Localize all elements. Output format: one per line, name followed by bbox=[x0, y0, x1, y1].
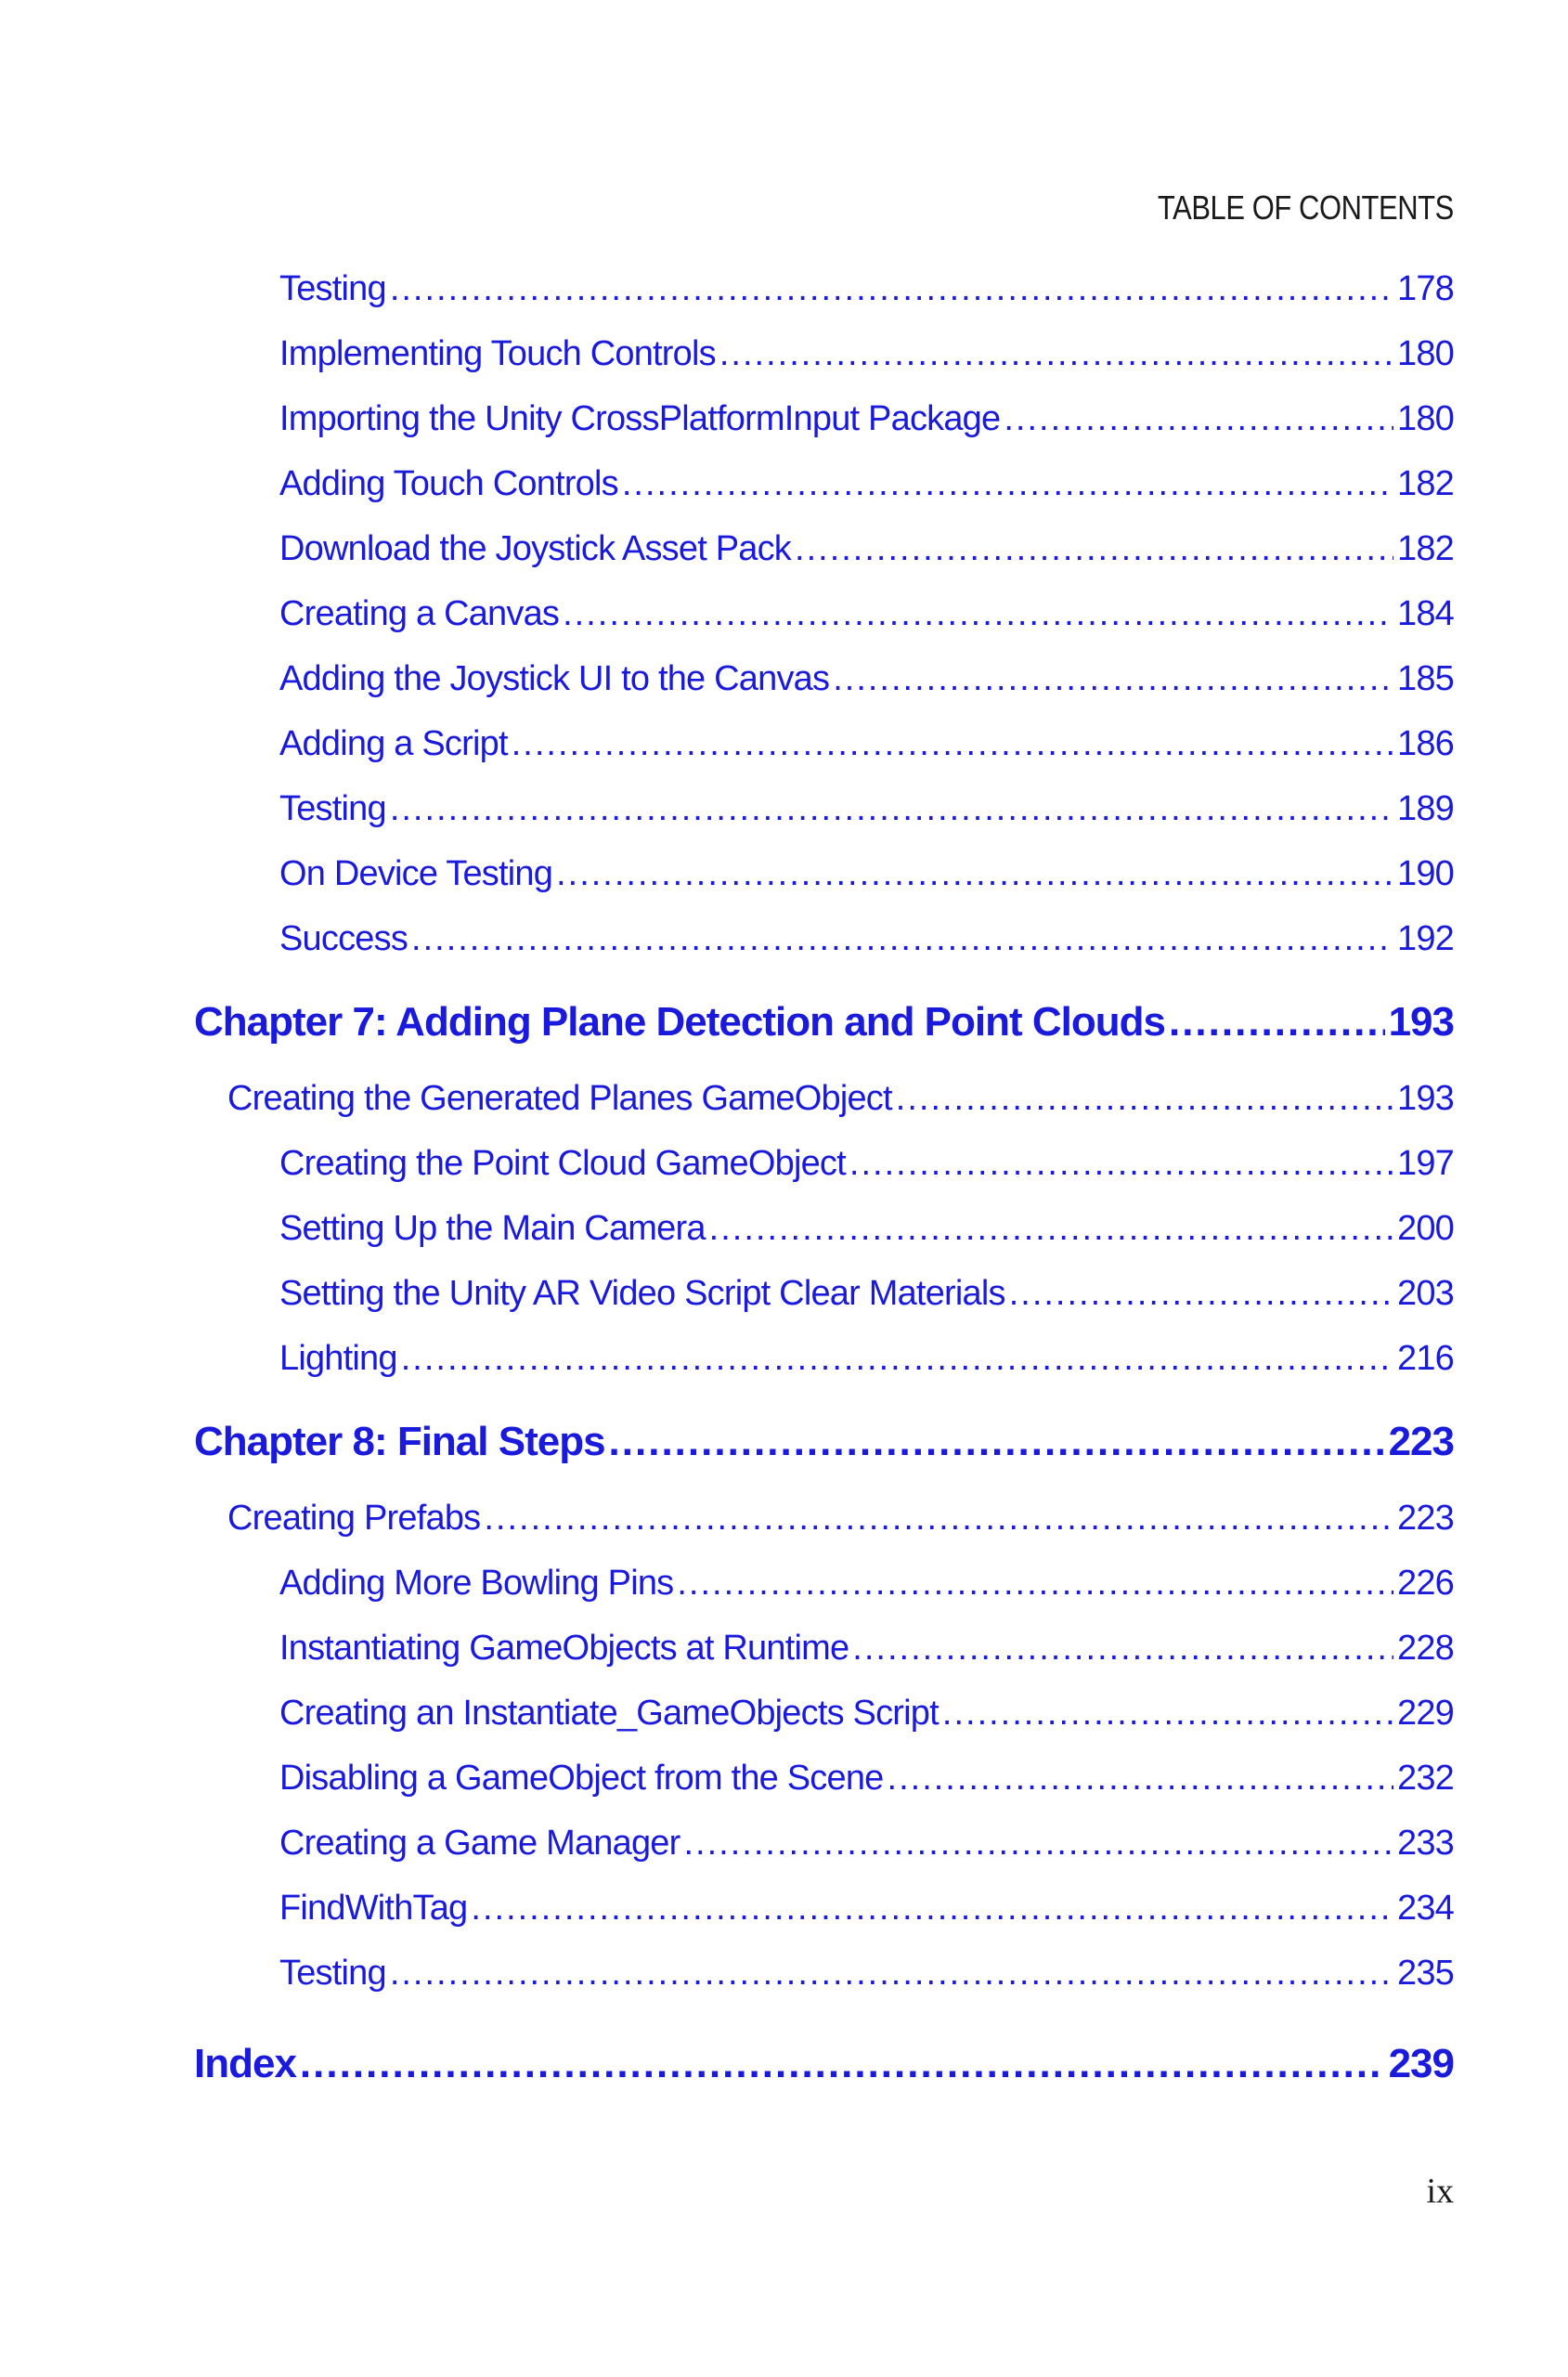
toc-entry-title: Testing bbox=[279, 269, 386, 308]
toc-section-entry[interactable] bbox=[279, 1274, 1454, 1326]
toc-entry-title: Lighting bbox=[279, 1339, 397, 1378]
toc-entry-title: Setting Up the Main Camera bbox=[279, 1209, 706, 1248]
running-head: TABLE OF CONTENTS bbox=[1158, 188, 1454, 227]
toc-chapter-entry[interactable] bbox=[194, 999, 1454, 1059]
toc-section-entry[interactable] bbox=[279, 1339, 1454, 1391]
dot-leader bbox=[1169, 999, 1385, 1046]
dot-leader bbox=[390, 789, 1393, 829]
toc-entry-page: 190 bbox=[1396, 854, 1454, 893]
toc-entry-title: Creating a Game Manager bbox=[279, 1824, 680, 1863]
toc-section-entry[interactable] bbox=[279, 399, 1454, 451]
toc-entry-page: 185 bbox=[1396, 659, 1454, 698]
toc-entry-title: Chapter 8: Final Steps bbox=[194, 1419, 605, 1464]
dot-leader bbox=[390, 1954, 1393, 1994]
toc-entry-page: 235 bbox=[1396, 1954, 1454, 1993]
toc-entry-title: Setting the Unity AR Video Script Clear Materials bbox=[279, 1274, 1005, 1313]
toc-entry-page: 233 bbox=[1396, 1824, 1454, 1863]
toc-entry-page: 216 bbox=[1396, 1339, 1454, 1378]
toc-entry-page: 232 bbox=[1396, 1759, 1454, 1798]
toc-entry-page: 229 bbox=[1396, 1694, 1454, 1733]
toc-entry-page: 184 bbox=[1396, 594, 1454, 633]
dot-leader bbox=[484, 1499, 1393, 1539]
toc-entry-title: Disabling a GameObject from the Scene bbox=[279, 1759, 884, 1798]
dot-leader bbox=[942, 1694, 1393, 1734]
toc-section-entry[interactable] bbox=[279, 724, 1454, 776]
dot-leader bbox=[609, 1419, 1385, 1465]
toc-entry-page: 203 bbox=[1396, 1274, 1454, 1313]
toc-entry-title: Creating Prefabs bbox=[227, 1499, 481, 1538]
toc-entry-title: Importing the Unity CrossPlatformInput Package bbox=[279, 399, 1001, 438]
dot-leader bbox=[390, 269, 1393, 309]
toc-entry-title: Creating a Canvas bbox=[279, 594, 560, 633]
toc-entry-title: Instantiating GameObjects at Runtime bbox=[279, 1629, 849, 1668]
toc-entry-page: 192 bbox=[1396, 919, 1454, 958]
dot-leader bbox=[684, 1824, 1393, 1864]
toc-section-entry[interactable] bbox=[279, 659, 1454, 711]
toc-section-entry[interactable] bbox=[279, 464, 1454, 516]
dot-leader bbox=[795, 529, 1393, 569]
toc-entry-title: On Device Testing bbox=[279, 854, 553, 893]
toc-entry-title: Adding More Bowling Pins bbox=[279, 1564, 674, 1603]
dot-leader bbox=[677, 1564, 1393, 1604]
toc-entry-title: Adding the Joystick UI to the Canvas bbox=[279, 659, 830, 698]
toc-section-entry[interactable] bbox=[279, 1954, 1454, 2006]
toc-section-entry[interactable] bbox=[279, 529, 1454, 581]
toc-entry-page: 193 bbox=[1388, 999, 1454, 1045]
dot-leader bbox=[1009, 1274, 1393, 1314]
toc-entry-page: 228 bbox=[1396, 1629, 1454, 1668]
toc-entry-title: Implementing Touch Controls bbox=[279, 334, 716, 373]
toc-entry-page: 223 bbox=[1388, 1419, 1454, 1464]
toc-entry-title: FindWithTag bbox=[279, 1889, 468, 1928]
toc-section-entry[interactable] bbox=[279, 269, 1454, 321]
toc-entry-page: 239 bbox=[1388, 2041, 1454, 2086]
toc-section-entry[interactable] bbox=[279, 1209, 1454, 1261]
toc-entry-title: Index bbox=[194, 2041, 296, 2086]
dot-leader bbox=[300, 2041, 1385, 2087]
toc-section-entry[interactable] bbox=[279, 919, 1454, 971]
toc-entry-title: Testing bbox=[279, 789, 386, 828]
toc-section-entry[interactable] bbox=[279, 1759, 1454, 1811]
toc-entry-page: 178 bbox=[1396, 269, 1454, 308]
dot-leader bbox=[471, 1889, 1393, 1929]
dot-leader bbox=[556, 854, 1393, 894]
toc-entry-title: Creating the Point Cloud GameObject bbox=[279, 1144, 846, 1183]
toc-entry-page: 180 bbox=[1396, 399, 1454, 438]
toc-entry-page: 189 bbox=[1396, 789, 1454, 828]
toc-entry-page: 182 bbox=[1396, 464, 1454, 503]
toc-entry-page: 197 bbox=[1396, 1144, 1454, 1183]
dot-leader bbox=[852, 1629, 1393, 1669]
toc-entry-title: Chapter 7: Adding Plane Detection and Point Clouds bbox=[194, 999, 1165, 1045]
toc-entry-title: Creating the Generated Planes GameObject bbox=[227, 1079, 892, 1118]
toc-section-entry[interactable] bbox=[279, 1694, 1454, 1746]
toc-section-entry[interactable] bbox=[279, 1889, 1454, 1941]
toc-entry-title: Adding a Script bbox=[279, 724, 508, 763]
toc-section-entry[interactable] bbox=[279, 789, 1454, 841]
dot-leader bbox=[512, 724, 1393, 764]
toc-entry-page: 200 bbox=[1396, 1209, 1454, 1248]
page-number: ix bbox=[1426, 2172, 1454, 2211]
dot-leader bbox=[622, 464, 1393, 504]
toc-entry-page: 180 bbox=[1396, 334, 1454, 373]
toc-entry-page: 223 bbox=[1396, 1499, 1454, 1538]
toc-section-entry[interactable] bbox=[279, 334, 1454, 386]
toc-section-entry[interactable] bbox=[279, 1564, 1454, 1616]
toc-entry-page: 226 bbox=[1396, 1564, 1454, 1603]
dot-leader bbox=[1004, 399, 1393, 439]
toc-section-entry[interactable] bbox=[279, 1629, 1454, 1681]
toc-section-entry[interactable] bbox=[279, 854, 1454, 906]
dot-leader bbox=[888, 1759, 1393, 1799]
toc-entry-title: Download the Joystick Asset Pack bbox=[279, 529, 792, 568]
toc-section-entry[interactable] bbox=[279, 1824, 1454, 1876]
toc-chapter-entry[interactable] bbox=[194, 1419, 1454, 1478]
dot-leader bbox=[849, 1144, 1393, 1184]
dot-leader bbox=[563, 594, 1393, 634]
dot-leader bbox=[896, 1079, 1393, 1119]
toc-chapter-entry[interactable] bbox=[194, 2041, 1454, 2100]
toc-entry-title: Testing bbox=[279, 1954, 386, 1993]
toc-entry-title: Success bbox=[279, 919, 408, 958]
toc-section-entry[interactable] bbox=[279, 594, 1454, 646]
toc-section-entry[interactable] bbox=[227, 1499, 1454, 1551]
dot-leader bbox=[833, 659, 1393, 699]
dot-leader bbox=[411, 919, 1393, 959]
toc-entry-page: 186 bbox=[1396, 724, 1454, 763]
toc-entry-page: 234 bbox=[1396, 1889, 1454, 1928]
toc-section-entry[interactable] bbox=[279, 1144, 1454, 1196]
dot-leader bbox=[401, 1339, 1393, 1379]
toc-section-entry[interactable] bbox=[227, 1079, 1454, 1131]
toc-entry-page: 182 bbox=[1396, 529, 1454, 568]
dot-leader bbox=[719, 334, 1393, 374]
dot-leader bbox=[709, 1209, 1393, 1249]
toc-entry-title: Creating an Instantiate_GameObjects Script bbox=[279, 1694, 939, 1733]
toc-entry-title: Adding Touch Controls bbox=[279, 464, 618, 503]
toc-entry-page: 193 bbox=[1396, 1079, 1454, 1118]
